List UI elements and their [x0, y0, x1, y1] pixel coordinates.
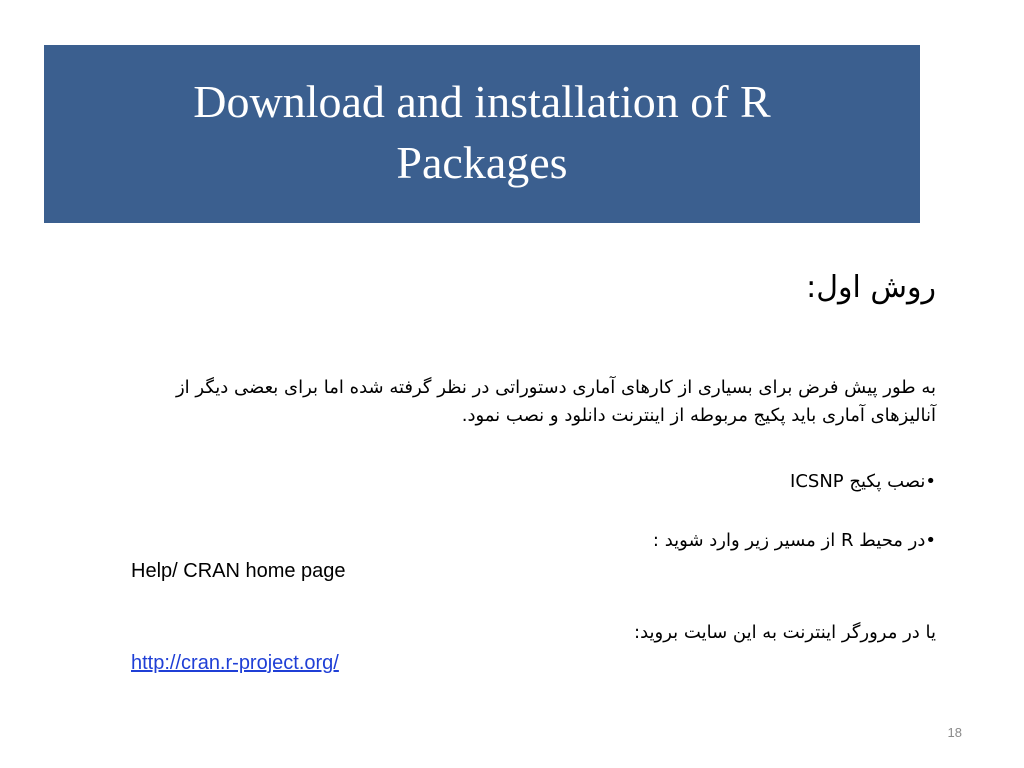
slide-title: Download and installation of R Packages: [193, 76, 771, 188]
help-menu-path: Help/ CRAN home page: [131, 560, 346, 582]
bullet-r-menu-path: •در محیط R از مسیر زیر وارد شوید :: [652, 530, 936, 551]
title-banner: [44, 45, 920, 223]
bullet-install-package: •نصب پکیج ICSNP: [790, 471, 936, 492]
page-number: 18: [947, 725, 962, 740]
cran-link[interactable]: http://cran.r-project.org/: [131, 652, 339, 674]
browser-instruction: یا در مرورگر اینترنت به این سایت بروید:: [634, 622, 936, 643]
intro-paragraph: به طور پیش فرض برای بسیاری از کارهای آماری دستوراتی در نظر گرفته شده اما برای بعضی دیگر از آنالیزهای آماری باید پکیج مربوطه از اینترنت دانلود و نصب نمود.: [175, 377, 936, 426]
method-heading: روش اول:: [806, 270, 936, 305]
